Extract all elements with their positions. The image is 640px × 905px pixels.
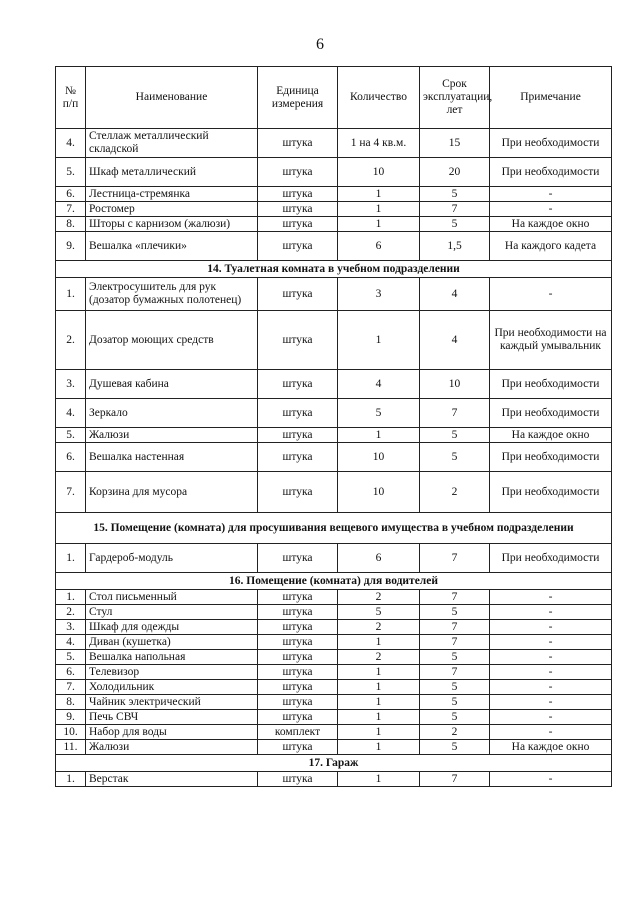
table-row: [56, 311, 612, 370]
cell-row-number: 11.: [56, 740, 86, 755]
cell-quantity: 1: [338, 772, 420, 787]
section-title: 15. Помещение (комната) для просушивания вещевого имущества в учебном подразделении: [56, 513, 612, 544]
section-title: 17. Гараж: [56, 755, 612, 772]
cell-quantity: 1: [338, 740, 420, 755]
cell-item-name: Шкаф для одежды: [86, 620, 258, 635]
cell-item-name: Лестница-стремянка: [86, 187, 258, 202]
cell-unit: штука: [258, 590, 338, 605]
table-row: [56, 695, 612, 710]
cell-unit: штука: [258, 278, 338, 311]
cell-item-name: Холодильник: [86, 680, 258, 695]
cell-row-number: 2.: [56, 311, 86, 370]
cell-unit: штука: [258, 399, 338, 428]
cell-service-life: 15: [420, 129, 490, 158]
cell-unit: штука: [258, 635, 338, 650]
cell-item-name: Стол письменный: [86, 590, 258, 605]
cell-service-life: 5: [420, 443, 490, 472]
cell-note: -: [490, 590, 612, 605]
cell-quantity: 1: [338, 695, 420, 710]
cell-service-life: 5: [420, 695, 490, 710]
cell-item-name: Вешалка настенная: [86, 443, 258, 472]
cell-note: При необходимости: [490, 158, 612, 187]
cell-service-life: 7: [420, 544, 490, 573]
cell-item-name: Чайник электрический: [86, 695, 258, 710]
cell-service-life: 5: [420, 710, 490, 725]
cell-row-number: 10.: [56, 725, 86, 740]
cell-row-number: 3.: [56, 370, 86, 399]
table-row: [56, 129, 612, 158]
cell-quantity: 10: [338, 158, 420, 187]
cell-note: При необходимости на каждый умывальник: [490, 311, 612, 370]
cell-unit: штука: [258, 370, 338, 399]
cell-service-life: 5: [420, 740, 490, 755]
table-row: [56, 620, 612, 635]
cell-note: -: [490, 772, 612, 787]
cell-quantity: 2: [338, 650, 420, 665]
cell-row-number: 5.: [56, 158, 86, 187]
cell-note: При необходимости: [490, 399, 612, 428]
cell-service-life: 5: [420, 605, 490, 620]
table-row: [56, 710, 612, 725]
section-title: 16. Помещение (комната) для водителей: [56, 573, 612, 590]
cell-note: На каждое окно: [490, 217, 612, 232]
section-heading-row: [56, 755, 612, 772]
cell-unit: штука: [258, 129, 338, 158]
cell-note: -: [490, 635, 612, 650]
table-row: [56, 202, 612, 217]
cell-service-life: 2: [420, 472, 490, 513]
cell-unit: штука: [258, 202, 338, 217]
header-number: № п/п: [56, 67, 86, 129]
table-row: [56, 428, 612, 443]
cell-note: При необходимости: [490, 472, 612, 513]
cell-row-number: 6.: [56, 443, 86, 472]
cell-quantity: 5: [338, 605, 420, 620]
cell-quantity: 2: [338, 620, 420, 635]
cell-unit: штука: [258, 472, 338, 513]
cell-row-number: 1.: [56, 278, 86, 311]
header-unit: Единица измерения: [258, 67, 338, 129]
table-row: [56, 665, 612, 680]
table-row: [56, 187, 612, 202]
cell-row-number: 9.: [56, 710, 86, 725]
cell-row-number: 6.: [56, 665, 86, 680]
header-quantity: Количество: [338, 67, 420, 129]
cell-unit: штука: [258, 428, 338, 443]
cell-quantity: 6: [338, 544, 420, 573]
cell-row-number: 8.: [56, 695, 86, 710]
cell-service-life: 7: [420, 202, 490, 217]
cell-row-number: 1.: [56, 772, 86, 787]
table-row: [56, 635, 612, 650]
table-row: [56, 158, 612, 187]
cell-note: -: [490, 710, 612, 725]
cell-quantity: 5: [338, 399, 420, 428]
cell-service-life: 7: [420, 590, 490, 605]
cell-item-name: Дозатор моющих средств: [86, 311, 258, 370]
cell-note: При необходимости: [490, 544, 612, 573]
cell-unit: штука: [258, 311, 338, 370]
cell-quantity: 1: [338, 725, 420, 740]
table-row: [56, 399, 612, 428]
table-row: [56, 472, 612, 513]
cell-quantity: 2: [338, 590, 420, 605]
cell-item-name: Душевая кабина: [86, 370, 258, 399]
cell-service-life: 10: [420, 370, 490, 399]
cell-row-number: 1.: [56, 590, 86, 605]
cell-item-name: Жалюзи: [86, 428, 258, 443]
cell-note: -: [490, 650, 612, 665]
cell-unit: штука: [258, 710, 338, 725]
table-row: [56, 605, 612, 620]
equipment-table: [55, 66, 612, 787]
cell-unit: штука: [258, 217, 338, 232]
cell-item-name: Вешалка напольная: [86, 650, 258, 665]
table-row: [56, 217, 612, 232]
cell-note: На каждое окно: [490, 428, 612, 443]
cell-service-life: 4: [420, 278, 490, 311]
cell-item-name: Диван (кушетка): [86, 635, 258, 650]
cell-service-life: 5: [420, 650, 490, 665]
cell-note: При необходимости: [490, 129, 612, 158]
cell-unit: штука: [258, 605, 338, 620]
table-header-row: [56, 67, 612, 129]
cell-item-name: Вешалка «плечики»: [86, 232, 258, 261]
cell-note: -: [490, 620, 612, 635]
cell-service-life: 7: [420, 665, 490, 680]
cell-row-number: 6.: [56, 187, 86, 202]
cell-quantity: 4: [338, 370, 420, 399]
cell-row-number: 2.: [56, 605, 86, 620]
table-row: [56, 544, 612, 573]
cell-service-life: 1,5: [420, 232, 490, 261]
cell-service-life: 4: [420, 311, 490, 370]
cell-row-number: 5.: [56, 428, 86, 443]
cell-item-name: Жалюзи: [86, 740, 258, 755]
cell-item-name: Ростомер: [86, 202, 258, 217]
cell-unit: штука: [258, 740, 338, 755]
cell-unit: штука: [258, 544, 338, 573]
cell-quantity: 1: [338, 680, 420, 695]
header-service-life: Срок эксплуатации, лет: [420, 67, 490, 129]
cell-item-name: Набор для воды: [86, 725, 258, 740]
cell-row-number: 7.: [56, 680, 86, 695]
cell-row-number: 4.: [56, 635, 86, 650]
table-row: [56, 725, 612, 740]
cell-unit: штука: [258, 232, 338, 261]
cell-item-name: Верстак: [86, 772, 258, 787]
cell-quantity: 1: [338, 187, 420, 202]
cell-unit: штука: [258, 772, 338, 787]
table-row: [56, 680, 612, 695]
cell-note: -: [490, 187, 612, 202]
cell-quantity: 3: [338, 278, 420, 311]
cell-service-life: 5: [420, 217, 490, 232]
table-row: [56, 772, 612, 787]
cell-quantity: 1: [338, 665, 420, 680]
cell-note: -: [490, 665, 612, 680]
cell-unit: штука: [258, 665, 338, 680]
header-note: Примечание: [490, 67, 612, 129]
cell-note: На каждого кадета: [490, 232, 612, 261]
cell-item-name: Стеллаж металлический складской: [86, 129, 258, 158]
cell-note: -: [490, 725, 612, 740]
cell-unit: штука: [258, 620, 338, 635]
table-row: [56, 650, 612, 665]
cell-quantity: 1: [338, 428, 420, 443]
cell-note: -: [490, 202, 612, 217]
section-title: 14. Туалетная комната в учебном подразделении: [56, 261, 612, 278]
cell-row-number: 7.: [56, 202, 86, 217]
cell-item-name: Печь СВЧ: [86, 710, 258, 725]
cell-note: При необходимости: [490, 370, 612, 399]
cell-quantity: 6: [338, 232, 420, 261]
cell-item-name: Электросушитель для рук (дозатор бумажных полотенец): [86, 278, 258, 311]
cell-unit: комплект: [258, 725, 338, 740]
table-row: [56, 590, 612, 605]
table-row: [56, 443, 612, 472]
table-row: [56, 370, 612, 399]
cell-row-number: 4.: [56, 399, 86, 428]
section-heading-row: [56, 513, 612, 544]
cell-unit: штука: [258, 443, 338, 472]
cell-service-life: 7: [420, 772, 490, 787]
cell-item-name: Шторы с карнизом (жалюзи): [86, 217, 258, 232]
cell-unit: штука: [258, 695, 338, 710]
cell-item-name: Зеркало: [86, 399, 258, 428]
cell-unit: штука: [258, 187, 338, 202]
cell-note: -: [490, 278, 612, 311]
cell-row-number: 4.: [56, 129, 86, 158]
cell-item-name: Телевизор: [86, 665, 258, 680]
cell-item-name: Гардероб-модуль: [86, 544, 258, 573]
cell-item-name: Стул: [86, 605, 258, 620]
cell-note: -: [490, 680, 612, 695]
cell-row-number: 9.: [56, 232, 86, 261]
cell-quantity: 1: [338, 217, 420, 232]
cell-service-life: 5: [420, 680, 490, 695]
cell-quantity: 1 на 4 кв.м.: [338, 129, 420, 158]
cell-service-life: 5: [420, 428, 490, 443]
cell-service-life: 7: [420, 399, 490, 428]
cell-note: -: [490, 605, 612, 620]
cell-row-number: 1.: [56, 544, 86, 573]
cell-row-number: 5.: [56, 650, 86, 665]
cell-service-life: 2: [420, 725, 490, 740]
header-name: Наименование: [86, 67, 258, 129]
cell-row-number: 3.: [56, 620, 86, 635]
cell-row-number: 8.: [56, 217, 86, 232]
cell-unit: штука: [258, 158, 338, 187]
page-number: 6: [316, 36, 324, 53]
cell-service-life: 20: [420, 158, 490, 187]
cell-quantity: 10: [338, 443, 420, 472]
cell-item-name: Корзина для мусора: [86, 472, 258, 513]
cell-note: При необходимости: [490, 443, 612, 472]
cell-quantity: 10: [338, 472, 420, 513]
cell-service-life: 7: [420, 620, 490, 635]
cell-unit: штука: [258, 650, 338, 665]
cell-note: На каждое окно: [490, 740, 612, 755]
cell-quantity: 1: [338, 311, 420, 370]
cell-item-name: Шкаф металлический: [86, 158, 258, 187]
section-heading-row: [56, 573, 612, 590]
cell-row-number: 7.: [56, 472, 86, 513]
cell-quantity: 1: [338, 202, 420, 217]
cell-service-life: 5: [420, 187, 490, 202]
cell-service-life: 7: [420, 635, 490, 650]
table-row: [56, 232, 612, 261]
table-row: [56, 740, 612, 755]
section-heading-row: [56, 261, 612, 278]
cell-unit: штука: [258, 680, 338, 695]
cell-quantity: 1: [338, 635, 420, 650]
table-row: [56, 278, 612, 311]
cell-note: -: [490, 695, 612, 710]
cell-quantity: 1: [338, 710, 420, 725]
